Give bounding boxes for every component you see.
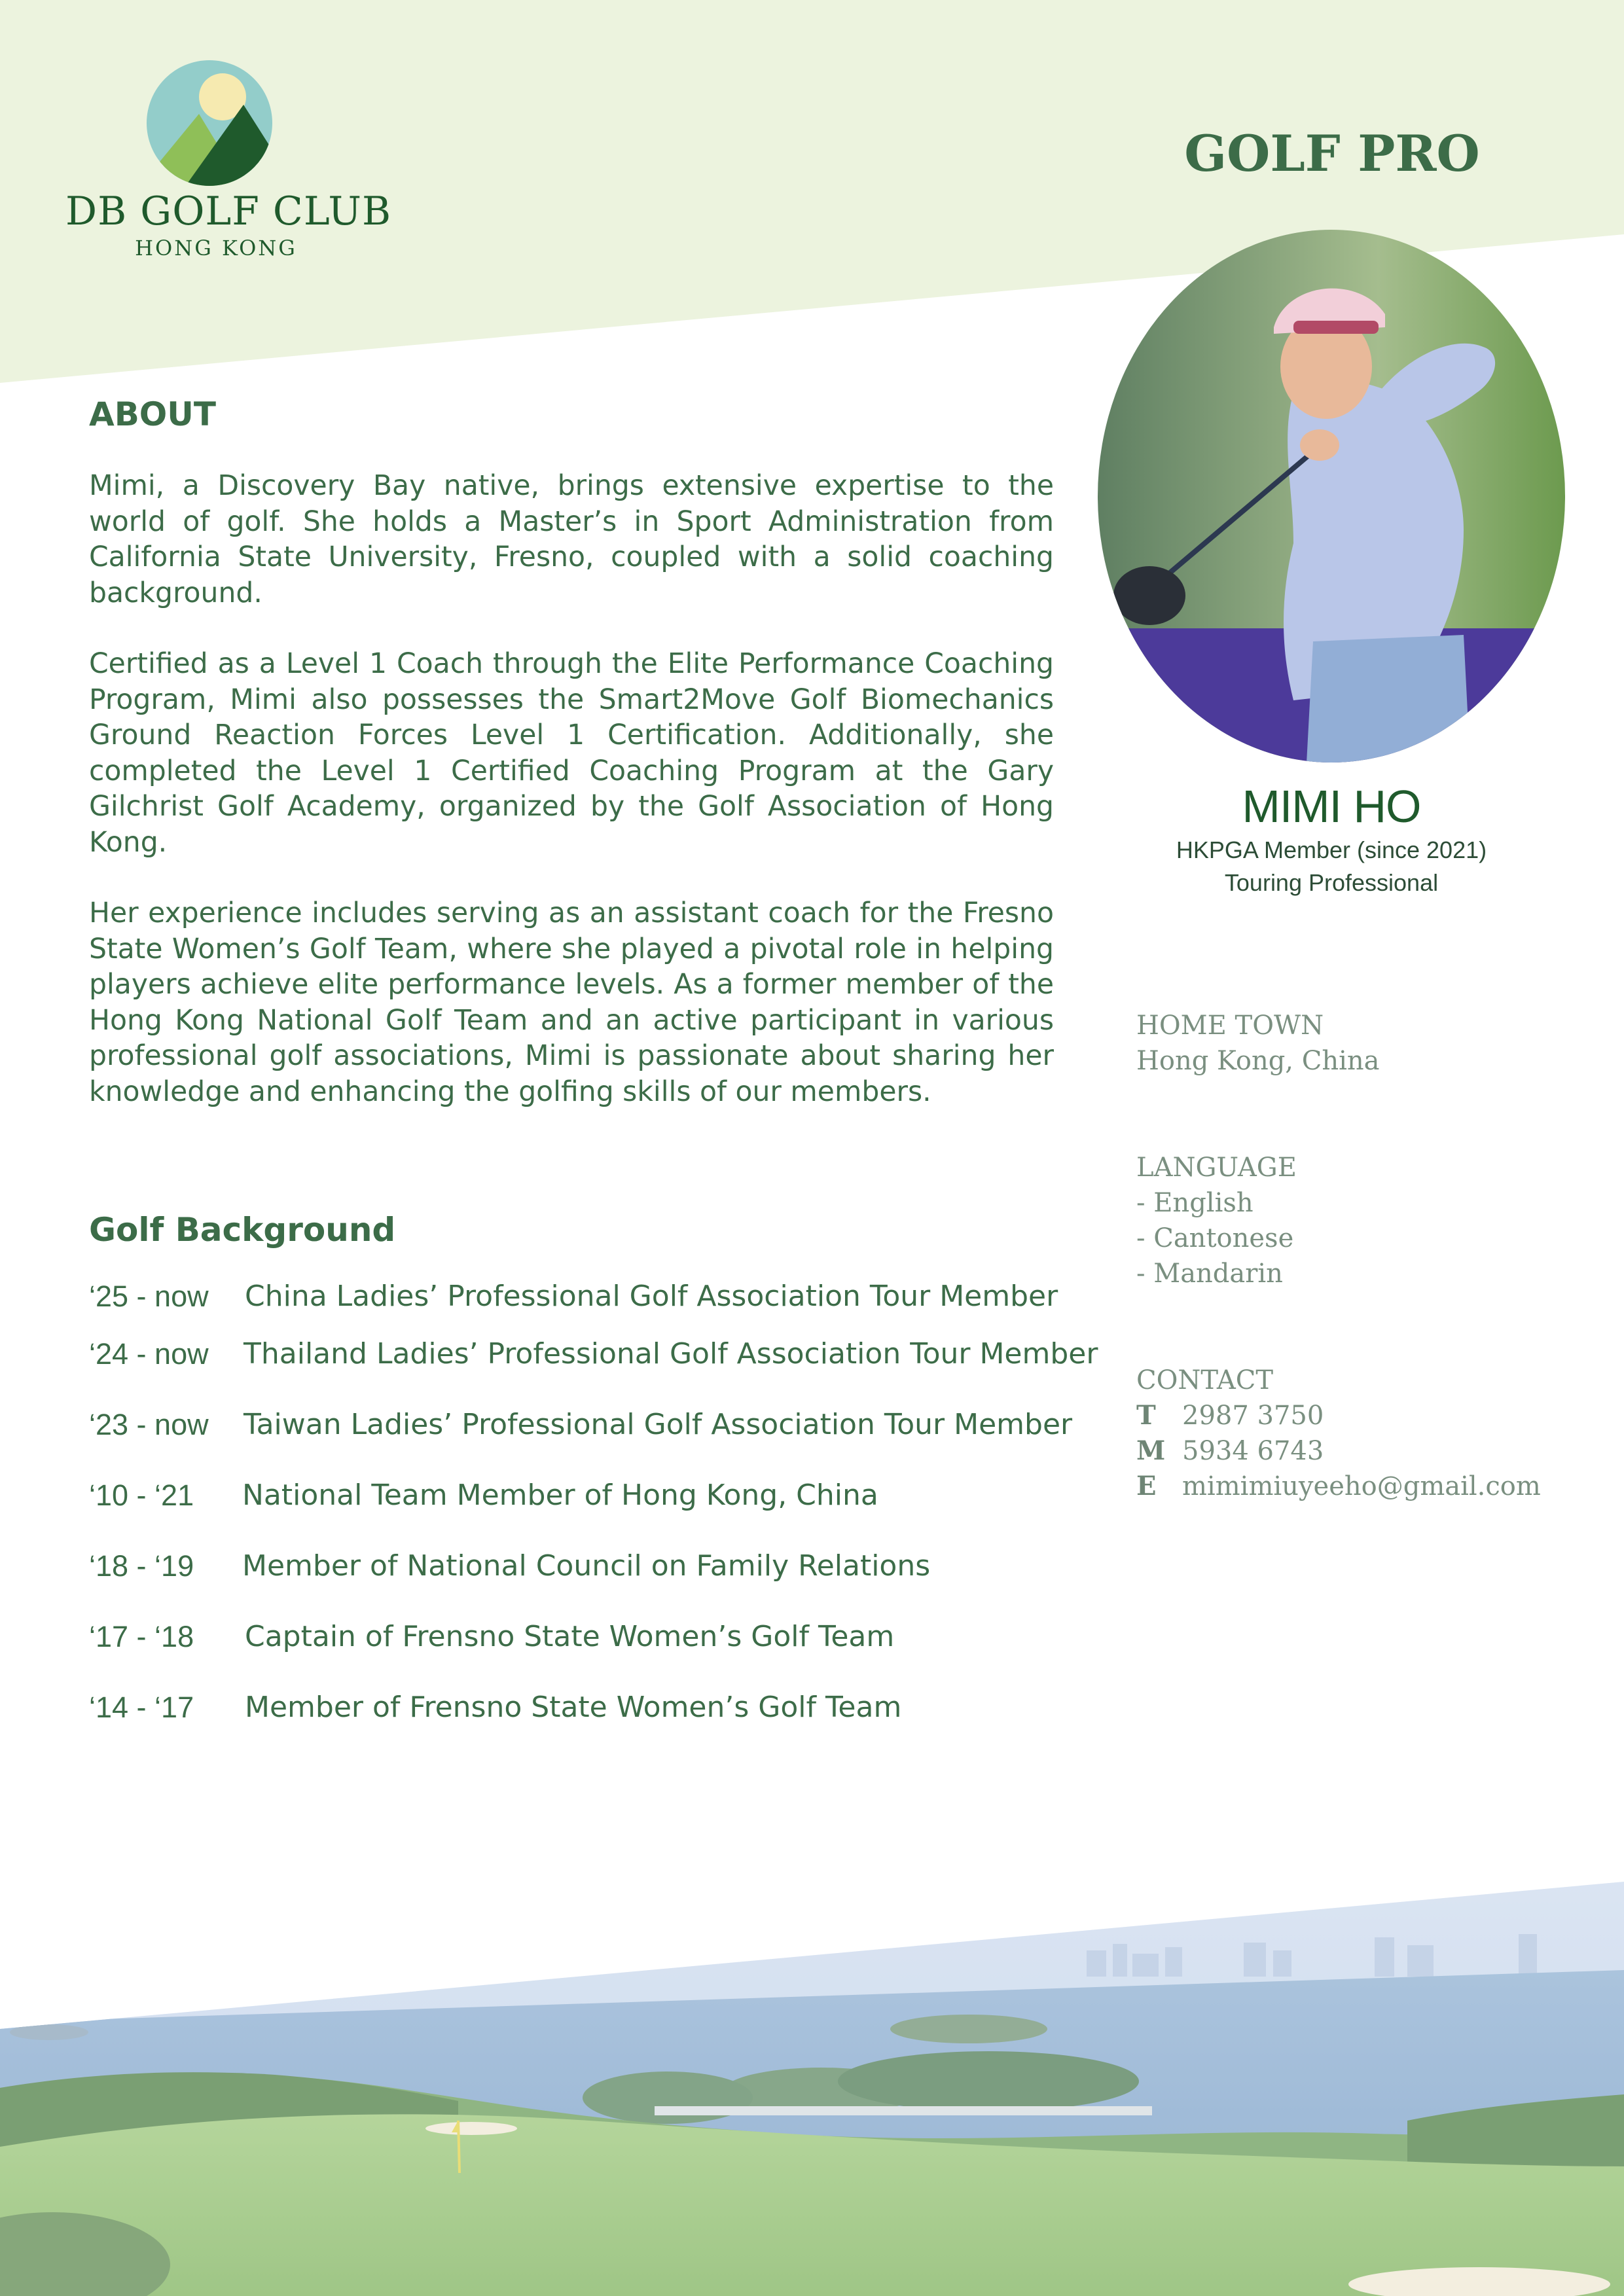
pro-name: MIMI HO bbox=[1242, 781, 1421, 832]
item-description: Taiwan Ladies’ Professional Golf Association Tour Member bbox=[244, 1408, 1073, 1441]
about-heading: ABOUT bbox=[89, 395, 217, 433]
contact-key: M bbox=[1136, 1435, 1166, 1466]
contact-row-phone bbox=[1136, 1398, 1555, 1433]
golf-background-heading: Golf Background bbox=[89, 1211, 396, 1249]
list-item bbox=[89, 1479, 1071, 1518]
golfer-portrait bbox=[1097, 229, 1566, 763]
mountain-sun-logo-icon bbox=[145, 59, 274, 187]
contact-row-mobile bbox=[1136, 1433, 1555, 1469]
about-paragraph: Her experience includes serving as an assistant coach for the Fresno State Women’s Golf Team, where she played a pivotal role in helping players achieve elite performance levels. As a former member of the Hong Kong National Golf Team and an active participant in various professional golf associations, Mimi is passionate about sharing her knowledge and enhancing the golfing skills of our members. bbox=[89, 897, 1054, 1108]
membership-line: HKPGA Member (since 2021) bbox=[1176, 836, 1487, 863]
contact-value: 2987 3750 bbox=[1182, 1401, 1324, 1431]
list-item bbox=[89, 1620, 1071, 1659]
contact-row-email bbox=[1136, 1469, 1555, 1504]
landscape-illustration bbox=[0, 1872, 1624, 2296]
item-years: ‘14 - ‘17 bbox=[89, 1691, 194, 1724]
language-label: LANGUAGE bbox=[1136, 1153, 1297, 1183]
club-location: HONG KONG bbox=[135, 236, 297, 260]
contact-key: E bbox=[1136, 1471, 1157, 1501]
item-years: ‘18 - ‘19 bbox=[89, 1549, 194, 1583]
item-description: Member of National Council on Family Relations bbox=[242, 1549, 931, 1583]
item-description: National Team Member of Hong Kong, China bbox=[242, 1479, 878, 1512]
language-item: - Mandarin bbox=[1136, 1259, 1283, 1289]
language-item: - English bbox=[1136, 1188, 1254, 1218]
contact-key: T bbox=[1136, 1400, 1156, 1431]
list-item bbox=[89, 1691, 1071, 1730]
item-description: Member of Frensno State Women’s Golf Team bbox=[245, 1691, 902, 1724]
list-item bbox=[89, 1408, 1071, 1447]
item-description: China Ladies’ Professional Golf Association Tour Member bbox=[245, 1280, 1058, 1313]
item-description: Thailand Ladies’ Professional Golf Association Tour Member bbox=[244, 1337, 1098, 1371]
item-years: ‘17 - ‘18 bbox=[89, 1620, 194, 1653]
item-years: ‘10 - ‘21 bbox=[89, 1479, 194, 1512]
page-title: GOLF PRO bbox=[1184, 124, 1480, 183]
contact-section bbox=[1136, 1363, 1555, 1504]
contact-label: CONTACT bbox=[1136, 1365, 1274, 1395]
contact-value: 5934 6743 bbox=[1182, 1436, 1324, 1466]
club-logo bbox=[65, 59, 392, 268]
about-paragraph: Mimi, a Discovery Bay native, brings extensive expertise to the world of golf. She holds a Master’s in Sport Administration from California State University, Fresno, coupled with a solid coaching background. bbox=[89, 470, 1054, 609]
status-line: Touring Professional bbox=[1224, 869, 1439, 896]
club-name: DB GOLF CLUB bbox=[65, 188, 392, 234]
language-item: - Cantonese bbox=[1136, 1223, 1294, 1253]
item-description: Captain of Frensno State Women’s Golf Team bbox=[245, 1620, 895, 1653]
hometown-section bbox=[1136, 1008, 1555, 1079]
list-item bbox=[89, 1280, 1071, 1319]
list-item bbox=[89, 1337, 1098, 1376]
item-years: ‘23 - now bbox=[89, 1408, 209, 1441]
item-years: ‘25 - now bbox=[89, 1280, 209, 1313]
contact-email-link[interactable]: mimimiuyeeho@gmail.com bbox=[1182, 1471, 1541, 1501]
about-body bbox=[89, 469, 1054, 1145]
language-section bbox=[1136, 1150, 1555, 1291]
about-paragraph: Certified as a Level 1 Coach through the Elite Performance Coaching Program, Mimi also possesses the Smart2Move Golf Biomechanics Ground Reaction Forces Level 1 Certification. Additionally, she completed the Level 1 Certified Coaching Program at the Gary Gilchrist Golf Academy, organized by the Golf Association of Hong Kong. bbox=[89, 648, 1054, 859]
hometown-value: Hong Kong, China bbox=[1136, 1046, 1380, 1076]
list-item bbox=[89, 1549, 1071, 1588]
item-years: ‘24 - now bbox=[89, 1337, 209, 1371]
hometown-label: HOME TOWN bbox=[1136, 1011, 1324, 1041]
